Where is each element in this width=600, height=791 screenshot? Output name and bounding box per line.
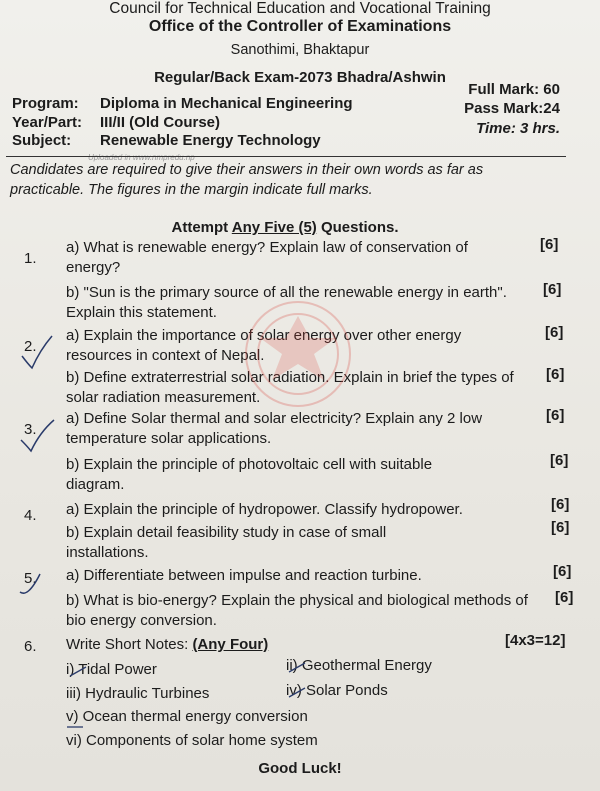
pen-strike-icon	[287, 660, 307, 676]
program-row	[12, 95, 353, 112]
closing-text: Good Luck!	[258, 760, 342, 777]
question-mark: [6]	[553, 563, 572, 580]
question-number: 2.	[24, 338, 37, 355]
short-note-item: v) Ocean thermal energy conversion	[66, 708, 308, 725]
yearpart-label: Year/Part:	[12, 114, 83, 131]
pen-tick-icon	[18, 332, 54, 372]
yearpart-row	[12, 114, 220, 131]
question-number: 6.	[24, 638, 37, 655]
question-text: b) Explain detail feasibility study in case of small installations.	[66, 524, 387, 561]
question-text: b) "Sun is the primary source of all the renewable energy in earth". Explain this statement.	[66, 284, 507, 321]
pass-mark: Pass Mark:24	[464, 100, 560, 117]
instruction-line-1: Candidates are required to give their answers in their own words as far as	[10, 162, 484, 178]
program-label: Program:	[12, 95, 79, 112]
question-number: 1.	[24, 250, 37, 267]
question-mark: [6]	[543, 281, 562, 298]
question-text: a) Explain the principle of hydropower. Classify hydropower.	[66, 501, 463, 518]
question-mark: [6]	[551, 496, 570, 513]
question-mark: [6]	[550, 452, 569, 469]
question-text: b) Define extraterrestrial solar radiation. Explain in brief the types of solar radiation measurement.	[66, 369, 514, 406]
question-text: b) Explain the principle of photovoltaic cell with suitable diagram.	[66, 456, 433, 493]
question-text: a) What is renewable energy? Explain law of conservation of energy?	[66, 239, 468, 276]
office-name: Office of the Controller of Examinations	[148, 18, 452, 35]
question-text: a) Explain the importance of solar energy over other energy resources in context of Nepal.	[66, 327, 462, 364]
short-notes-prefix: Write Short Notes:	[66, 636, 193, 653]
short-note-item: vi) Components of solar home system	[66, 732, 318, 749]
question-number: 5.	[24, 570, 37, 587]
question-number: 3.	[24, 421, 37, 438]
subject-row	[12, 132, 321, 149]
question-number: 4.	[24, 507, 37, 524]
short-notes-title	[66, 636, 268, 653]
council-name: Council for Technical Education and Vocational Training	[109, 0, 491, 17]
question-mark: [6]	[551, 519, 570, 536]
question-mark: [6]	[545, 324, 564, 341]
pen-tick-icon	[16, 570, 46, 600]
attempt-emphasis: Any Five (5)	[231, 219, 317, 236]
office-location: Sanothimi, Bhaktapur	[230, 42, 370, 58]
header-rule	[6, 156, 566, 157]
instruction-line-2: practicable. The figures in the margin indicate full marks.	[10, 182, 373, 198]
exam-title: Regular/Back Exam-2073 Bhadra/Ashwin	[154, 69, 446, 86]
upload-watermark: Uploaded in www.nmpredu.np	[88, 153, 195, 162]
question-text: a) Differentiate between impulse and reaction turbine.	[66, 567, 422, 584]
pen-strike-icon	[287, 685, 307, 701]
pen-strike-icon	[68, 664, 88, 680]
question-mark: [6]	[555, 589, 574, 606]
yearpart-value: III/II (Old Course)	[100, 114, 221, 131]
pen-underline-icon	[66, 724, 84, 730]
program-value: Diploma in Mechanical Engineering	[100, 95, 353, 112]
attempt-suffix: Questions.	[316, 219, 399, 236]
question-mark: [6]	[546, 366, 565, 383]
question-text: a) Define Solar thermal and solar electricity? Explain any 2 low temperature solar applications.	[66, 410, 483, 447]
question-text: b) What is bio-energy? Explain the physical and biological methods of bio energy conversion.	[66, 592, 528, 629]
short-note-item: iii) Hydraulic Turbines	[66, 685, 210, 702]
short-notes-emphasis: (Any Four)	[192, 636, 269, 653]
full-mark: Full Mark: 60	[468, 81, 560, 98]
question-mark: [6]	[540, 236, 559, 253]
exam-time: Time: 3 hrs.	[476, 120, 560, 137]
institution-seal-icon	[238, 294, 358, 414]
attempt-heading	[0, 219, 570, 236]
question-mark: [6]	[546, 407, 565, 424]
attempt-prefix: Attempt	[171, 219, 232, 236]
short-notes-mark: [4x3=12]	[505, 632, 566, 649]
subject-label: Subject:	[12, 132, 72, 149]
subject-value: Renewable Energy Technology	[100, 132, 321, 149]
short-note-item: ii) Geothermal Energy	[286, 657, 432, 674]
pen-tick-icon	[18, 414, 56, 454]
short-note-item: iv) Solar Ponds	[286, 682, 388, 699]
short-note-item: i) Tidal Power	[66, 661, 157, 678]
